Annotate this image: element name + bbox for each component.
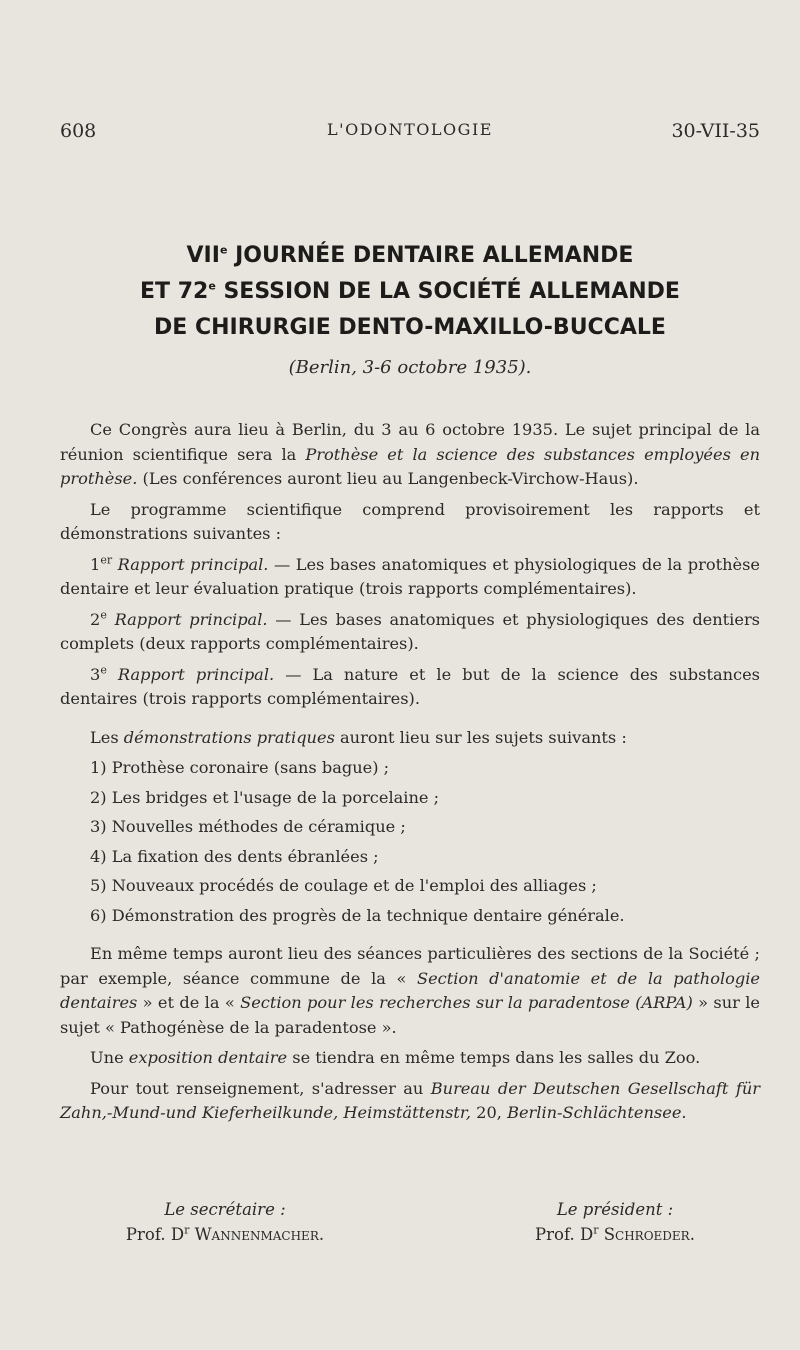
president-name: Prof. $D^r$ Schroeder.	[535, 1223, 695, 1244]
demo-item: 2) Les bridges et l'usage de la porcelaine ;	[90, 787, 440, 807]
page-number: 608	[60, 120, 97, 142]
signatures	[60, 1200, 760, 1260]
demos-intro-paragraph: Les démonstrations pratiques auront lieu sur les sujets suivants :	[90, 727, 627, 747]
secretary-signature	[80, 1200, 370, 1244]
exposition-paragraph: Une exposition dentaire se tiendra en même temps dans les salles du Zoo.	[90, 1048, 701, 1067]
title-line-3: DE CHIRURGIE DENTO-MAXILLO-BUCCALE	[154, 315, 666, 340]
contact-paragraph: Pour tout renseignement, s'adresser au Bureau der Deutschen Gesellschaft für Zahn,-Mund-und Kieferheilkunde, Heimstättenstr, 20, Berlin-Schlächtensee.	[60, 1078, 760, 1122]
title-line-1: VIIe JOURNÉE DENTAIRE ALLEMANDE	[186, 243, 634, 268]
sections-paragraph: En même temps auront lieu des séances particulières des sections de la Société ; par exemple, séance commune de la « Section d'anatomie et de la pathologie dentaires » et de la « Section pour les recherches sur la paradentose (ARPA) » sur le sujet « Pathogénèse de la paradentose ».	[60, 944, 760, 1037]
demo-item: 5) Nouveaux procédés de coulage et de l'emploi des alliages ;	[90, 876, 597, 895]
president-role: Le président :	[556, 1200, 674, 1219]
report-1: 1er Rapport principal. — Les bases anatomiques et physiologiques de la prothèse dentaire et leur évaluation pratique (trois rapports complémentaires).	[60, 553, 760, 598]
president-signature	[470, 1200, 760, 1244]
demo-item: 4) La fixation des dents ébranlées ;	[90, 846, 379, 866]
demo-item: 1) Prothèse coronaire (sans bague) ;	[90, 758, 390, 777]
journal-title: L'ODONTOLOGIE	[327, 120, 493, 139]
article-subtitle: (Berlin, 3-6 octobre 1935).	[288, 357, 532, 378]
running-header	[60, 120, 760, 148]
article-body	[60, 418, 760, 1132]
report-3: 3e Rapport principal. — La nature et le but de la science des substances dentaires (trois rapports complémentaires).	[60, 663, 760, 708]
demo-item: 6) Démonstration des progrès de la technique dentaire générale.	[90, 905, 625, 925]
program-intro-paragraph: Le programme scientifique comprend provisoirement les rapports et démonstrations suivantes :	[60, 499, 760, 543]
article-title	[60, 238, 760, 346]
demo-item: 3) Nouvelles méthodes de céramique ;	[90, 817, 406, 836]
report-2: 2e Rapport principal. — Les bases anatomiques et physiologiques des dentiers complets (deux rapports complémentaires).	[60, 608, 760, 653]
secretary-name: Prof. $D^r$ Wannenmacher.	[125, 1223, 325, 1244]
secretary-role: Le secrétaire :	[164, 1200, 286, 1219]
issue-date: 30-VII-35	[671, 120, 760, 142]
title-line-2: ET 72e SESSION DE LA SOCIÉTÉ ALLEMANDE	[140, 279, 680, 304]
intro-paragraph: Ce Congrès aura lieu à Berlin, du 3 au 6 octobre 1935. Le sujet principal de la réunion scientifique sera la Prothèse et la science des substances employées en prothèse. (Les conférences auront lieu au Langenbeck-Virchow-Haus).	[60, 420, 761, 488]
